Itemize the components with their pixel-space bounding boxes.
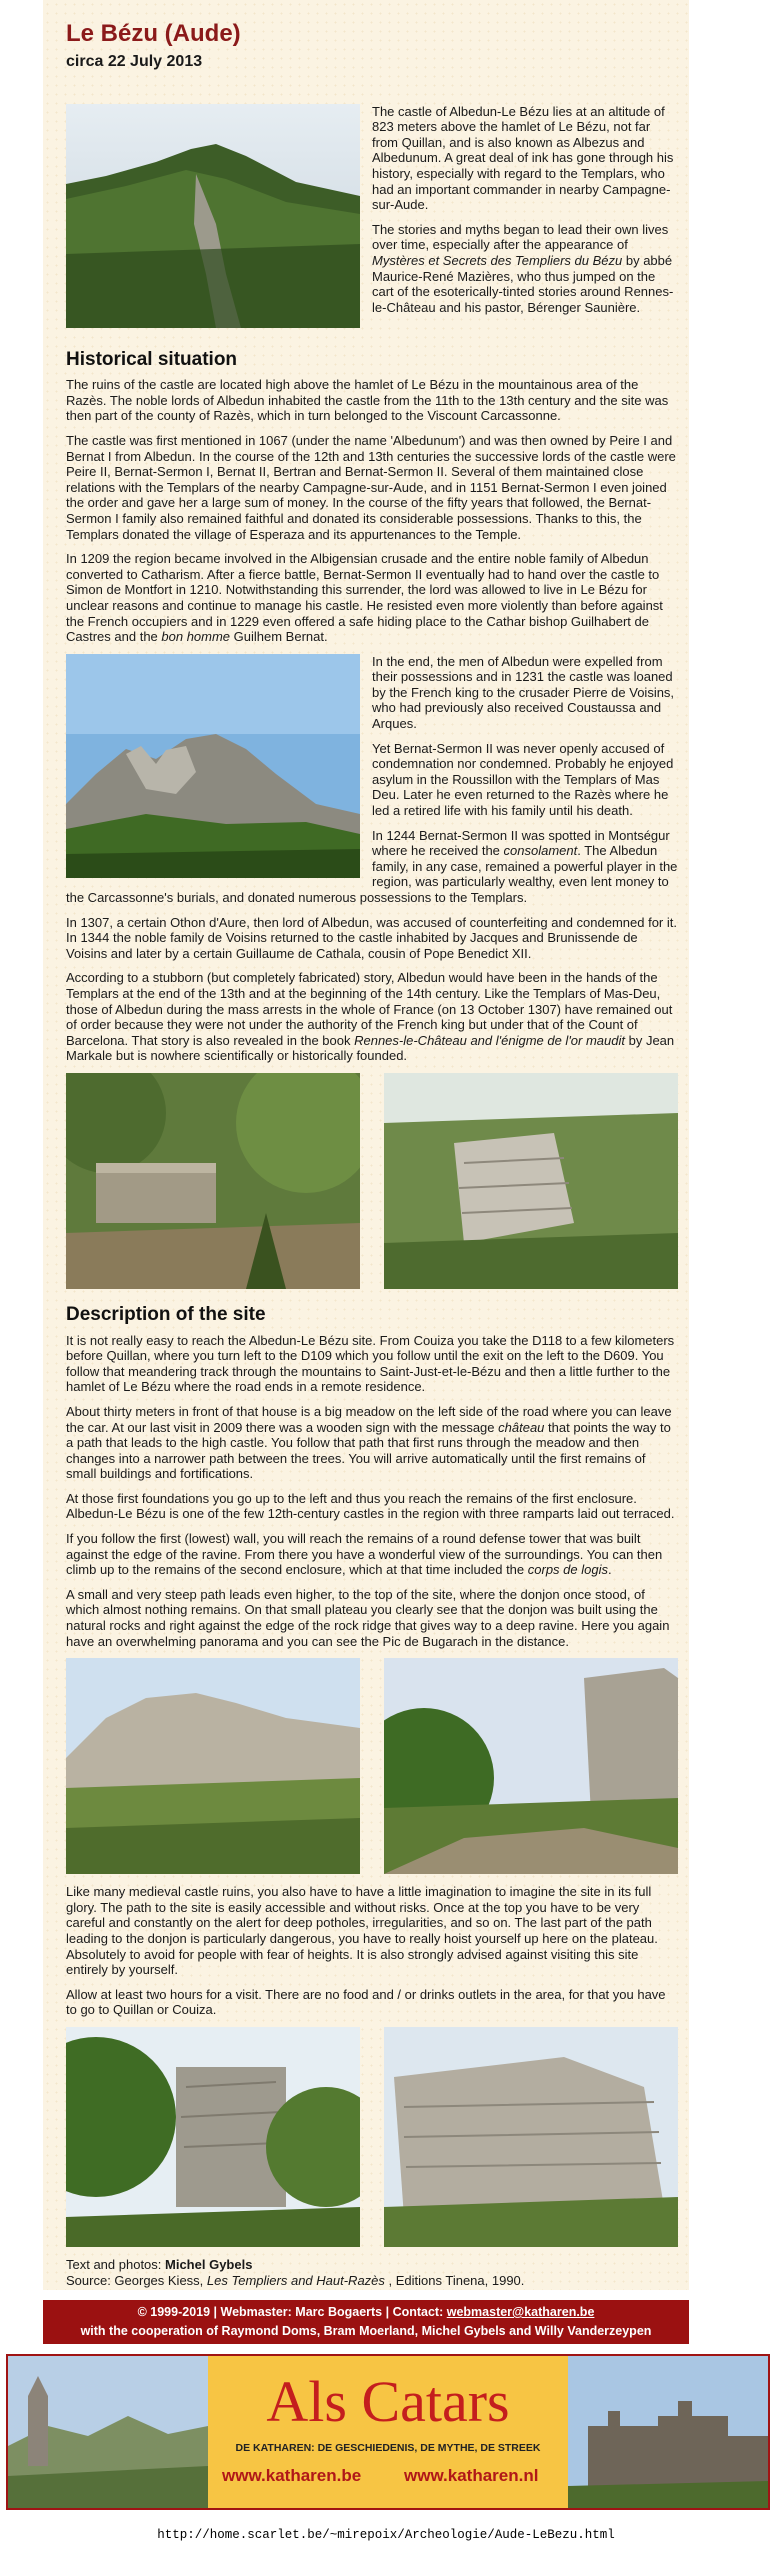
footer-copyright: © 1999-2019 | Webmaster: Marc Bogaerts | Contact:: [137, 2305, 447, 2319]
footer-email-link[interactable]: webmaster@katharen.be: [446, 2305, 595, 2319]
historical-paragraph-1: The ruins of the castle are located high above the hamlet of Le Bézu in the mountainous area of the Razès. The noble lords of Albedun inhabited the castle from the 11th to the 13th century and the site was then part of the county of Razès, which in turn belonged to the Viscount Carcassonne.: [66, 377, 669, 424]
photo-row-1: [66, 1073, 678, 1289]
page-title: Le Bézu (Aude): [66, 20, 241, 47]
photo-wall-in-woods: [66, 1073, 360, 1289]
photo-castle-rocks: [66, 1658, 360, 1874]
description-paragraph-6: Like many medieval castle ruins, you also have to have a little imagination to imagine the site in its full glory. The path to the site is easily accessible and without risks. Once at the top you have to be very careful and constantly on the alert for deep potholes, irregularities, and so on. The last part of the path leading to the donjon is particularly dangerous, you have to really hoist yourself up here on the plateau. Absolutely to avoid for people with fear of heights. It is also strongly advised against visiting this site entirely by yourself.: [66, 1884, 658, 1978]
photo-rocky-crag: [66, 654, 360, 878]
heading-historical-situation: Historical situation: [66, 348, 238, 370]
page-url: http://home.scarlet.be/~mirepoix/Archeologie/Aude-LeBezu.html: [157, 2528, 615, 2542]
description-paragraph-4: If you follow the first (lowest) wall, you will reach the remains of a round defense tower that was built against the edge of the ravine. From there you have a wonderful view of the surroundings. You can then climb up to the remains of the second enclosure, which at that time included the corps de logis.: [66, 1531, 663, 1578]
intro-paragraph-1: The castle of Albedun-Le Bézu lies at an altitude of 823 meters above the hamlet of Le Bézu, not far from Quillan, and is also known as Albezus and Albedunum. A great deal of ink has gone through his history, especially with regard to the Templars, who had an important commander in nearby Campagne-sur-Aude.: [372, 103, 674, 213]
historical-paragraph-6: In 1244 Bernat-Sermon II was spotted in Montségur where he received the consolament. The Albedun family, in any case, remained a powerful player in the region, was particularly wealthy, even lent money to the Carcassonne's burials, and donated numerous possessions to the Templars.: [66, 827, 678, 905]
photo-row-2: [66, 1658, 678, 1874]
credits: [66, 2257, 678, 2288]
historical-paragraph-8: According to a stubborn (but completely fabricated) story, Albedun would have been in the hands of the Templars at the end of the 13th and at the beginning of the 14th century. Like the Templars of Mas-Deu, those of Albedun during the mass arrests in the whole of France (on 13 October 1307) have remained out of order because they were not under the authority of the French king but under that of the Count of Barcelona. That story is also revealed in the book Rennes-le-Château and l'énigme de l'or maudit by Jean Markale but is nowhere scientifically or historically founded.: [66, 970, 675, 1064]
description-paragraph-7: Allow at least two hours for a visit. There are no food and / or drinks outlets in the area, for that you have to go to Quillan or Couiza.: [66, 1986, 666, 2018]
photo-ruin-trees: [66, 2027, 360, 2247]
photo-tower-ruin: [384, 1658, 678, 1874]
heading-description-of-the-site: Description of the site: [66, 1303, 266, 1325]
footer-cooperation: with the cooperation of Raymond Doms, Bram Moerland, Michel Gybels and Willy Vanderzeypen: [80, 2324, 652, 2338]
description-paragraph-5: A small and very steep path leads even higher, to the top of the site, where the donjon once stood, of which almost nothing remains. On that small plateau you clearly see that the donjon was built using the natural rocks and right against the edge of the rock ridge that gives way to a deep ravine. Here you again have an overwhelming panorama and you can see the Pic de Bugarach in the distance.: [66, 1586, 670, 1649]
footer-band: [43, 2300, 689, 2344]
historical-paragraph-5: Yet Bernat-Sermon II was never openly accused of condemnation nor condemned. Probably he enjoyed asylum in the Roussillon with the Templars of Mas Deu. Later he even returned to the Razès where he led a retired life with his family until his death.: [372, 740, 674, 819]
banner-tagline: DE KATHAREN: DE GESCHIEDENIS, DE MYTHE, DE STREEK: [235, 2442, 541, 2454]
banner-url-nl[interactable]: www.katharen.nl: [404, 2466, 539, 2485]
photo-castle-ridge: [66, 104, 360, 328]
credits-text-photos: Text and photos: Michel Gybels: [66, 2256, 253, 2272]
page-date: circa 22 July 2013: [66, 53, 203, 70]
article: [66, 20, 678, 2288]
credits-source: Source: Georges Kiess, Les Templiers and Haut-Razès , Editions Tinena, 1990.: [66, 2272, 525, 2288]
historical-paragraph-2: The castle was first mentioned in 1067 (under the name 'Albedunum') and was then owned by Peire I and Bernat I from Albedun. In the course of the 12th and 13th centuries the successive lords of the castle were Peire II, Bernat-Sermon I, Bernat II, Bertran and Bernat-Sermon II. Several of them maintained close relations with the Templars of the nearby Campagne-sur-Aude, and in 1151 Bernat-Sermon I even joined the order and gave her a large sum of money. In the course of the fifty years that followed, the Bernat-Sermon I family also remained faithful and donated its considerable possessions. Thanks to this, the Templars donated the village of Esperaza and its appurtenances to the Temple.: [66, 432, 676, 542]
historical-paragraph-3: In 1209 the region became involved in the Albigensian crusade and the entire noble family of Albedun converted to Catharism. After a fierce battle, Bernat-Sermon II eventually had to hand over the castle to Simon de Montfort in 1210. Notwithstanding this surrender, the lord was allowed to live in Le Bézu for unclear reasons and continue to manage his castle. He resisted even more violently than before against the French occupiers and in 1229 even offered a safe hiding place to the Cathar bishop Guilhabert de Castres and the bon homme Guilhem Bernat.: [66, 551, 663, 645]
description-paragraph-1: It is not really easy to reach the Albedun-Le Bézu site. From Couiza you take the D118 to a few kilometers before Quillan, where you turn left to the D109 which you follow until the exit on the left to the D609. You follow that meandering track through the mountains to Saint-Just-et-le-Bézu and then a little further to the hamlet of Le Bézu where the road ends in a remote residence.: [66, 1332, 675, 1395]
historical-paragraph-4: In the end, the men of Albedun were expelled from their possessions and in 1231 the castle was loaned by the French king to the crusader Pierre de Voisins, who had previously also received Coustaussa and Arques.: [372, 653, 675, 732]
description-paragraph-2: About thirty meters in front of that house is a big meadow on the left side of the road where you can leave the car. At our last visit in 2009 there was a wooden sign with the message château that points the way to a path that leads to the high castle. You follow that path that first runs through the meadow and then changes into a narrower path between the trees. You will arrive automatically until the first remains of small buildings and fortifications.: [66, 1403, 672, 1482]
banner-url-be[interactable]: www.katharen.be: [222, 2466, 362, 2485]
als-catars-banner[interactable]: [6, 2354, 770, 2510]
photo-row-3: [66, 2027, 678, 2247]
historical-paragraph-7: In 1307, a certain Othon d'Aure, then lord of Albedun, was accused of counterfeiting and condemned for it. In 1344 the noble family de Voisins returned to the castle inhabited by Jacques and Brunissende de Voisins and later by a certain Guillaume de Cathala, cousin of Pope Benedict XII.: [66, 914, 677, 961]
banner-title: Als Catars: [266, 2369, 510, 2434]
intro-paragraph-2: The stories and myths began to lead their own lives over time, especially after the appearance of Mystères et Secrets des Templiers du Bézu by abbé Maurice-René Mazières, who thus jumped on the cart of the esoterically-tinted stories around Rennes-le-Château and his pastor, Bérenger Saunière.: [372, 221, 674, 315]
photo-stone-wall: [384, 1073, 678, 1289]
photo-wall-closeup: [384, 2027, 678, 2247]
description-paragraph-3: At those first foundations you go up to the left and thus you reach the remains of the first enclosure. Albedun-Le Bézu is one of the few 12th-century castles in the region with three ramparts laid out terraced.: [66, 1490, 675, 1522]
